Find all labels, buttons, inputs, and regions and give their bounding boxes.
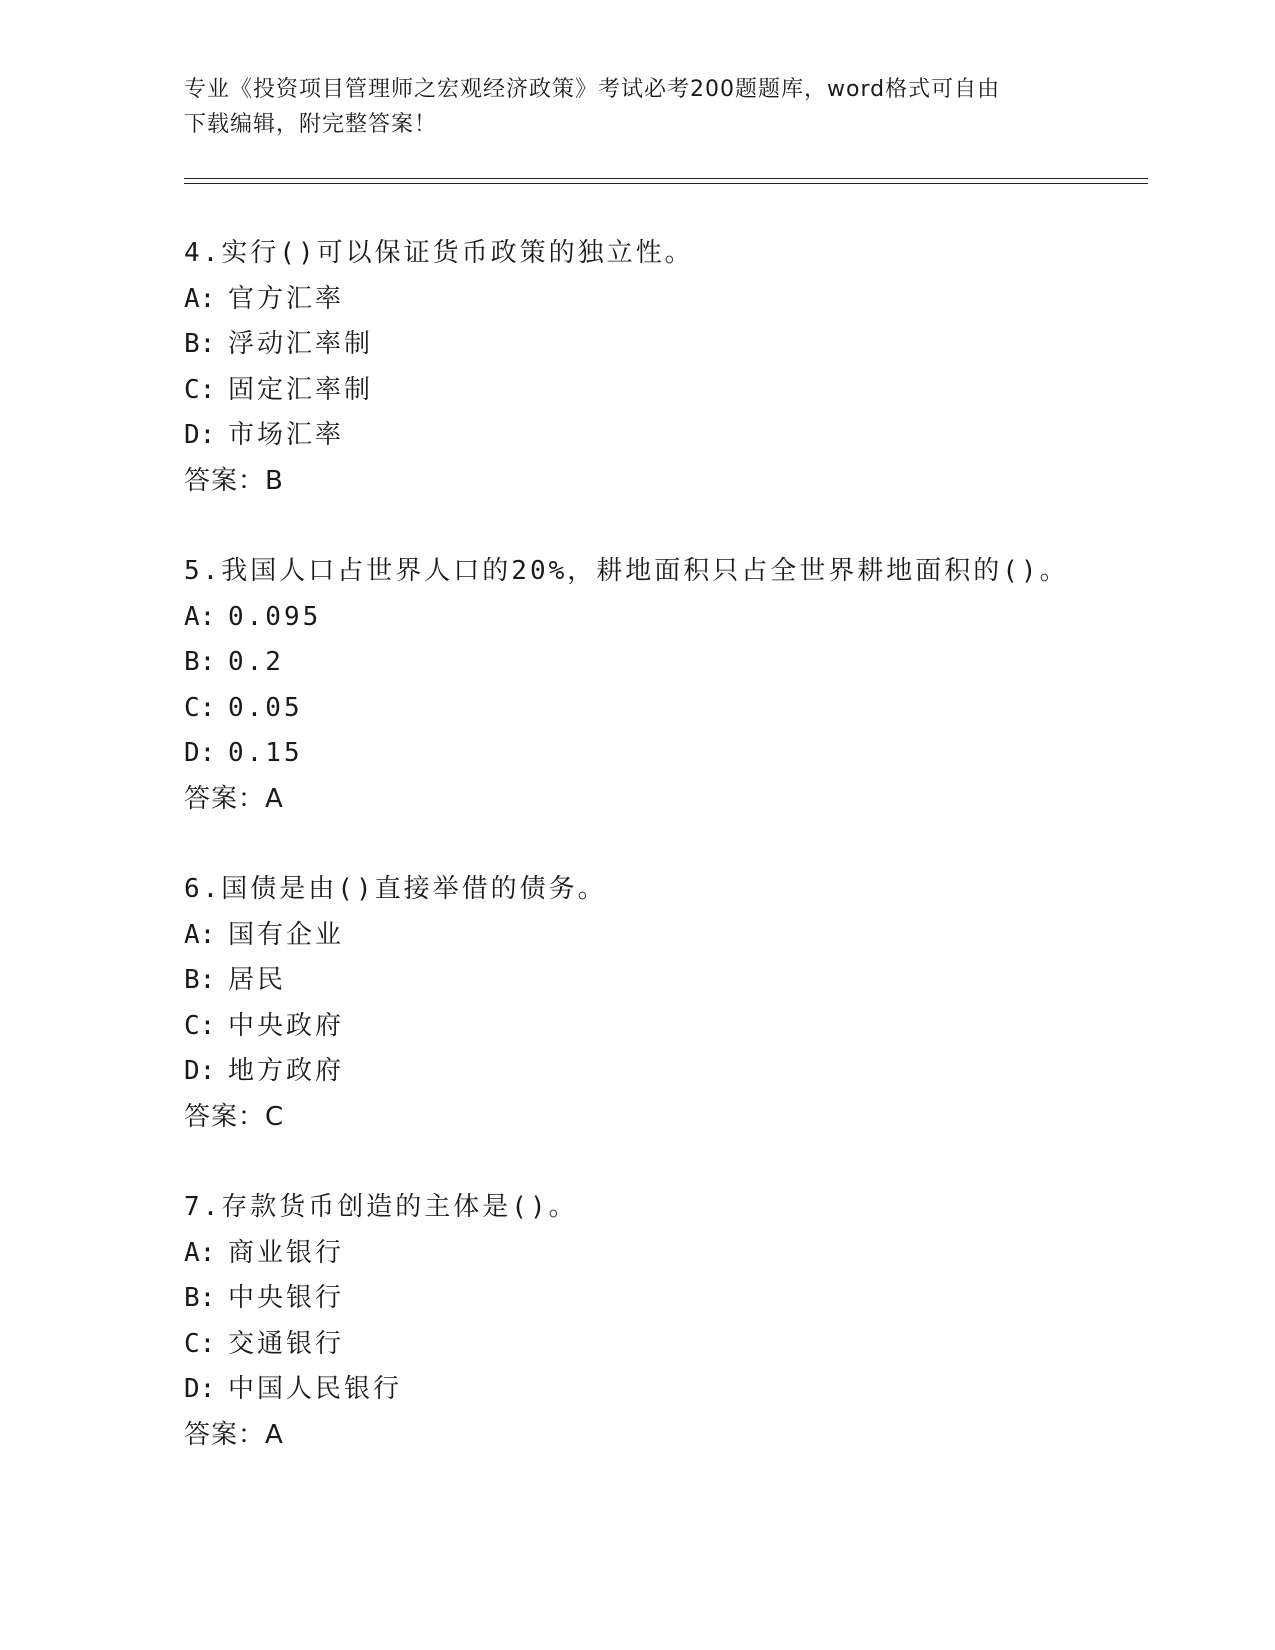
option-text: 中国人民银行	[228, 1374, 403, 1404]
option-letter: B:	[184, 1283, 216, 1313]
question-stem: 4.实行()可以保证货币政策的独立性。	[184, 238, 694, 268]
answer-line: 答案：C	[184, 1101, 285, 1132]
option-text: 居民	[228, 965, 287, 995]
question-block	[184, 231, 1148, 504]
option-letter: C:	[184, 1328, 216, 1359]
option-b	[184, 640, 1148, 686]
option-d	[184, 1367, 1148, 1413]
option-c	[184, 1322, 1148, 1368]
option-text: 国有企业	[228, 919, 345, 950]
option-letter: B:	[184, 329, 216, 359]
question-stem: 7.存款货币创造的主体是()。	[184, 1192, 578, 1222]
option-letter: B:	[184, 965, 216, 995]
question-stem: 5.我国人口占世界人口的20%，耕地面积只占全世界耕地面积的()。	[184, 556, 1069, 586]
option-text: 中央银行	[228, 1283, 345, 1313]
answer-line: 答案：B	[184, 465, 284, 496]
option-text: 浮动汇率制	[228, 329, 374, 359]
option-text: 商业银行	[228, 1237, 345, 1268]
option-b	[184, 1276, 1148, 1322]
option-letter: A:	[184, 919, 216, 950]
option-letter: C:	[184, 1010, 216, 1041]
option-letter: B:	[184, 647, 216, 677]
header-divider-top	[184, 178, 1148, 179]
option-letter: A:	[184, 601, 216, 632]
option-b	[184, 322, 1148, 368]
option-text: 交通银行	[228, 1328, 345, 1359]
document-header	[184, 72, 1064, 142]
option-letter: A:	[184, 1237, 216, 1268]
question-block	[184, 867, 1148, 1140]
option-text: 0.2	[228, 647, 284, 677]
header-line-2: 下载编辑，附完整答案！	[184, 112, 438, 137]
option-letter: A:	[184, 283, 216, 314]
option-text: 官方汇率	[228, 283, 345, 314]
option-d	[184, 1049, 1148, 1095]
option-text: 0.15	[228, 738, 303, 768]
answer-line: 答案：A	[184, 1419, 284, 1450]
question-stem: 6.国债是由()直接举借的债务。	[184, 874, 607, 904]
option-text: 固定汇率制	[228, 374, 374, 405]
option-text: 0.095	[228, 601, 322, 632]
header-line-1: 专业《投资项目管理师之宏观经济政策》考试必考200题题库，word格式可自由	[184, 77, 1001, 102]
option-d	[184, 413, 1148, 459]
option-letter: D:	[184, 420, 216, 450]
option-text: 地方政府	[228, 1056, 345, 1086]
option-letter: D:	[184, 738, 216, 768]
option-a	[184, 277, 1148, 323]
header-divider-bottom	[184, 183, 1148, 184]
question-block	[184, 549, 1148, 822]
option-letter: C:	[184, 692, 216, 723]
option-d	[184, 731, 1148, 777]
option-text: 中央政府	[228, 1010, 345, 1041]
option-text: 市场汇率	[228, 420, 345, 450]
answer-line: 答案：A	[184, 783, 284, 814]
option-letter: C:	[184, 374, 216, 405]
option-text: 0.05	[228, 692, 303, 723]
option-letter: D:	[184, 1374, 216, 1404]
option-a	[184, 1231, 1148, 1277]
option-c	[184, 368, 1148, 414]
option-c	[184, 1004, 1148, 1050]
question-block	[184, 1185, 1148, 1458]
option-letter: D:	[184, 1056, 216, 1086]
option-a	[184, 595, 1148, 641]
option-c	[184, 686, 1148, 732]
option-a	[184, 913, 1148, 959]
option-b	[184, 958, 1148, 1004]
